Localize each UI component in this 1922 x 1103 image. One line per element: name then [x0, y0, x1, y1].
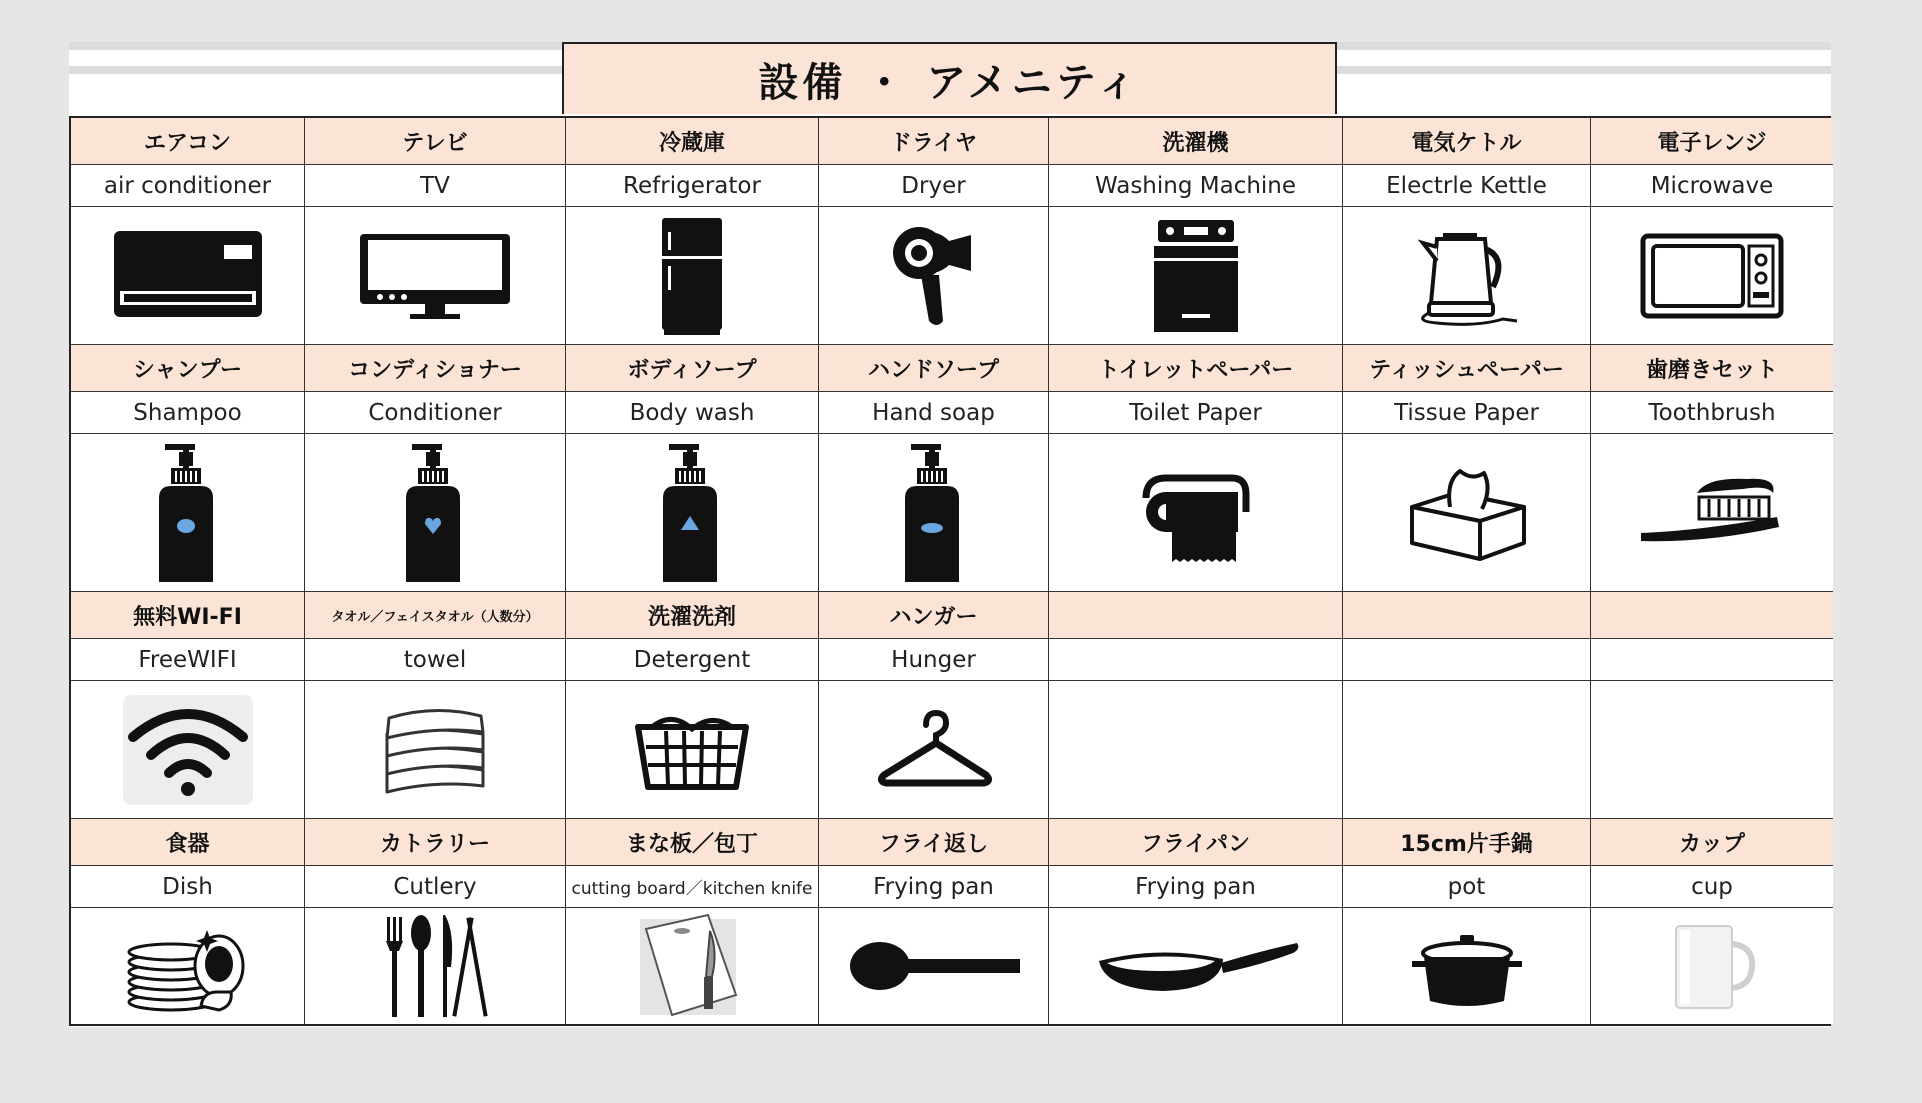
conditioner-bottle-icon — [390, 438, 480, 588]
amenity-name-en: towel — [305, 639, 566, 681]
amenity-name-jp: 食器 — [71, 819, 305, 866]
amenities-sheet — [69, 42, 1831, 1027]
toothbrush-icon — [1637, 463, 1787, 563]
amenity-icon-cell — [1343, 434, 1591, 592]
amenity-icon-cell — [566, 207, 819, 345]
amenity-name-en: Hand soap — [819, 392, 1049, 434]
amenity-icon-cell — [566, 681, 819, 819]
amenity-name-jp — [1343, 592, 1591, 639]
air-conditioner-icon — [108, 221, 268, 331]
amenity-name-jp: タオル／フェイスタオル（人数分） — [305, 592, 566, 639]
kettle-icon — [1407, 221, 1527, 331]
microwave-icon — [1637, 226, 1787, 326]
amenity-name-en: Detergent — [566, 639, 819, 681]
frying-pan-icon — [1091, 931, 1301, 1001]
amenity-icon-cell — [566, 908, 819, 1024]
amenity-icon-cell — [71, 434, 305, 592]
amenity-name-en: Tissue Paper — [1343, 392, 1591, 434]
wifi-icon — [123, 695, 253, 805]
amenity-name-en: Toilet Paper — [1049, 392, 1343, 434]
amenity-icon-cell — [305, 908, 566, 1024]
amenity-name-jp: ボディソープ — [566, 345, 819, 392]
amenity-name-en — [1343, 639, 1591, 681]
amenity-icon-cell — [819, 908, 1049, 1024]
amenity-name-jp — [1591, 592, 1833, 639]
amenity-name-en: Electrle Kettle — [1343, 165, 1591, 207]
tissue-box-icon — [1402, 463, 1532, 563]
amenity-name-jp: エアコン — [71, 118, 305, 165]
amenity-name-en: Frying pan — [1049, 866, 1343, 908]
page-title: 設備 ・ アメニティ — [562, 42, 1337, 114]
amenity-name-jp: 電子レンジ — [1591, 118, 1833, 165]
amenity-icon-cell — [1049, 434, 1343, 592]
amenity-icon-cell — [1343, 908, 1591, 1024]
amenity-name-jp: ハンガー — [819, 592, 1049, 639]
amenity-name-jp: トイレットペーパー — [1049, 345, 1343, 392]
amenity-icon-cell — [305, 681, 566, 819]
amenity-icon-cell — [1343, 207, 1591, 345]
amenity-icon-cell — [71, 908, 305, 1024]
washing-machine-icon — [1146, 214, 1246, 338]
amenity-name-jp: コンディショナー — [305, 345, 566, 392]
pot-icon — [1402, 921, 1532, 1011]
spatula-icon — [844, 931, 1024, 1001]
amenity-name-en: pot — [1343, 866, 1591, 908]
hair-dryer-icon — [879, 221, 989, 331]
cutlery-icon — [375, 911, 495, 1021]
laundry-basket-icon — [632, 705, 752, 795]
amenity-name-en: cutting board／kitchen knife — [566, 866, 819, 908]
amenity-name-en: FreeWIFI — [71, 639, 305, 681]
amenity-icon-cell — [71, 681, 305, 819]
amenity-icon-cell — [819, 681, 1049, 819]
shampoo-bottle-icon — [143, 438, 233, 588]
amenity-name-en: Conditioner — [305, 392, 566, 434]
empty-cell — [1343, 681, 1591, 819]
amenity-name-jp: 洗濯機 — [1049, 118, 1343, 165]
amenity-name-jp — [1049, 592, 1343, 639]
amenity-icon-cell — [1591, 207, 1833, 345]
amenity-name-jp: 無料WI-FI — [71, 592, 305, 639]
amenity-name-jp: ハンドソープ — [819, 345, 1049, 392]
amenity-name-jp: 冷蔵庫 — [566, 118, 819, 165]
towel-stack-icon — [375, 700, 495, 800]
amenity-name-en: Cutlery — [305, 866, 566, 908]
amenity-name-jp: カップ — [1591, 819, 1833, 866]
amenity-name-jp: 歯磨きセット — [1591, 345, 1833, 392]
dishes-icon — [123, 916, 253, 1016]
body-wash-bottle-icon — [647, 438, 737, 588]
amenity-name-en: Dish — [71, 866, 305, 908]
amenity-icon-cell — [305, 207, 566, 345]
amenity-name-en: Frying pan — [819, 866, 1049, 908]
amenity-icon-cell — [1049, 908, 1343, 1024]
amenity-name-en: Microwave — [1591, 165, 1833, 207]
amenity-name-jp: 電気ケトル — [1343, 118, 1591, 165]
toilet-paper-icon — [1136, 458, 1256, 568]
amenity-icon-cell — [1591, 908, 1833, 1024]
empty-cell — [1591, 681, 1833, 819]
amenity-name-en: Dryer — [819, 165, 1049, 207]
amenity-name-en: cup — [1591, 866, 1833, 908]
amenity-name-en: Shampoo — [71, 392, 305, 434]
amenity-icon-cell — [1049, 207, 1343, 345]
amenity-name-jp: フライパン — [1049, 819, 1343, 866]
cutting-board-knife-icon — [632, 911, 752, 1021]
amenity-icon-cell — [819, 434, 1049, 592]
cup-icon — [1662, 916, 1762, 1016]
amenity-name-en — [1591, 639, 1833, 681]
amenity-name-jp: カトラリー — [305, 819, 566, 866]
amenity-icon-cell — [305, 434, 566, 592]
empty-cell — [1049, 681, 1343, 819]
amenity-name-jp: まな板／包丁 — [566, 819, 819, 866]
refrigerator-icon — [652, 214, 732, 338]
amenity-name-en: Body wash — [566, 392, 819, 434]
amenity-icon-cell — [1591, 434, 1833, 592]
amenity-name-en: Toothbrush — [1591, 392, 1833, 434]
amenity-name-jp: ティッシュペーパー — [1343, 345, 1591, 392]
amenity-icon-cell — [71, 207, 305, 345]
amenity-name-jp: 洗濯洗剤 — [566, 592, 819, 639]
amenity-icon-cell — [566, 434, 819, 592]
amenity-name-en: Hunger — [819, 639, 1049, 681]
amenity-name-en: Refrigerator — [566, 165, 819, 207]
amenity-icon-cell — [819, 207, 1049, 345]
amenity-name-jp: 15cm片手鍋 — [1343, 819, 1591, 866]
amenity-name-en: Washing Machine — [1049, 165, 1343, 207]
tv-icon — [355, 226, 515, 326]
hanger-icon — [874, 705, 994, 795]
amenity-name-jp: テレビ — [305, 118, 566, 165]
amenities-table — [69, 116, 1831, 1026]
amenity-name-jp: ドライヤ — [819, 118, 1049, 165]
amenity-name-en — [1049, 639, 1343, 681]
hand-soap-bottle-icon — [889, 438, 979, 588]
amenity-name-en: air conditioner — [71, 165, 305, 207]
amenity-name-jp: シャンプー — [71, 345, 305, 392]
amenity-name-en: TV — [305, 165, 566, 207]
amenity-name-jp: フライ返し — [819, 819, 1049, 866]
